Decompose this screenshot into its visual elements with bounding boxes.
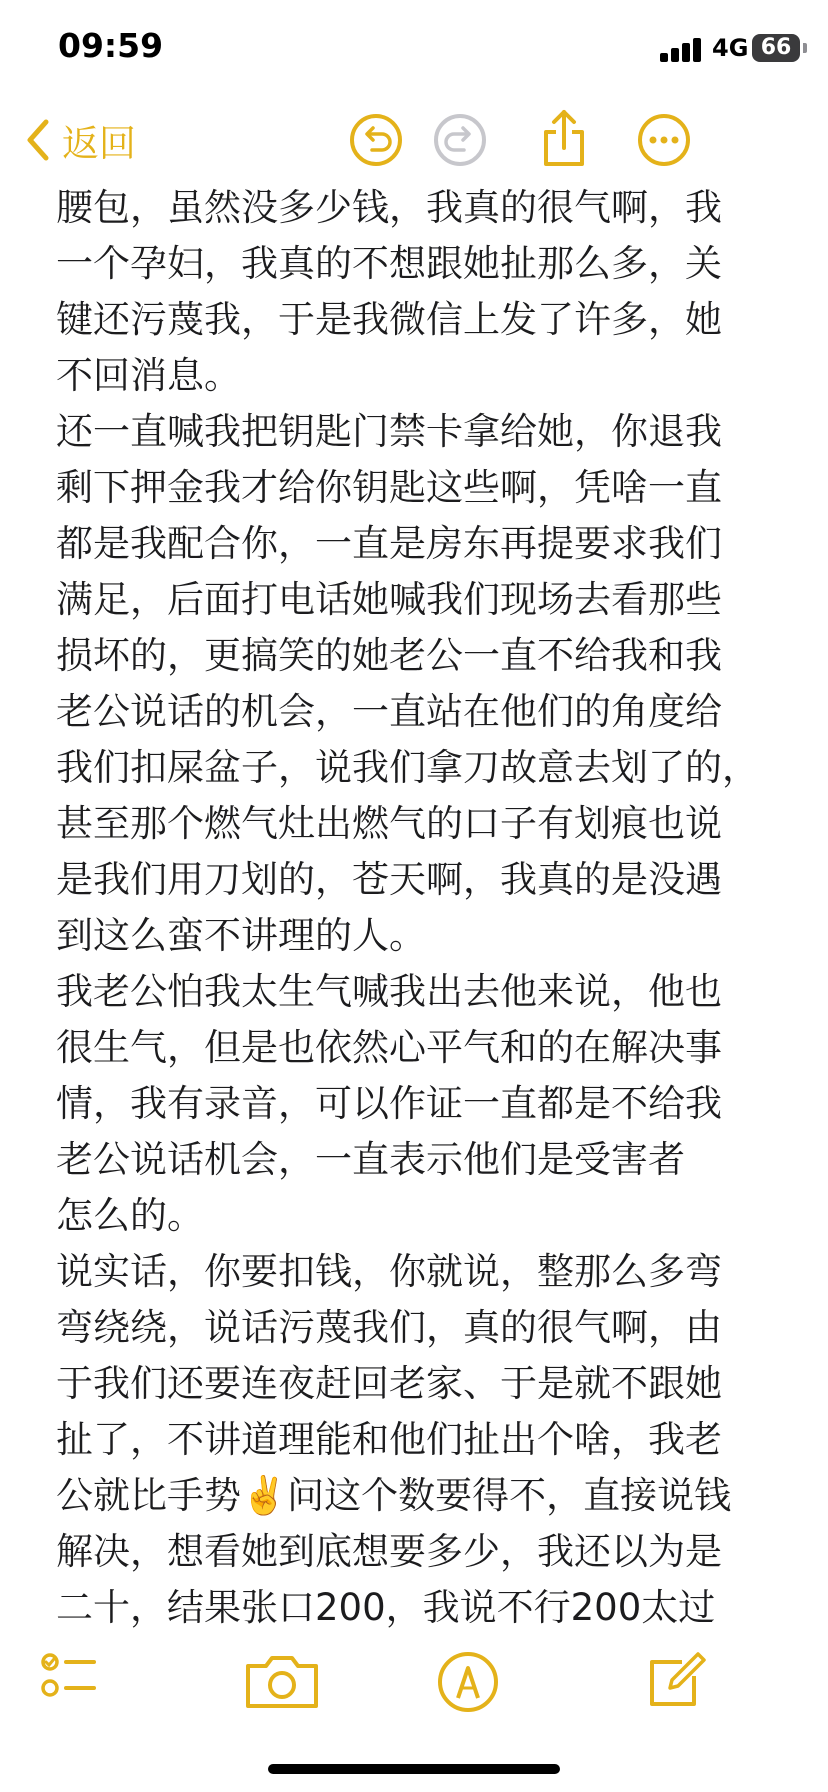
status-time: 09:59: [58, 26, 164, 65]
note-line: 我们扣屎盆子，说我们拿刀故意去划了的，: [56, 746, 759, 789]
note-line: 扯了，不讲道理能和他们扯出个啥，我老: [56, 1418, 722, 1461]
markup-button[interactable]: [436, 1650, 500, 1714]
note-line: 公就比手势✌️问这个数要得不，直接说钱: [56, 1474, 732, 1517]
more-icon: [636, 112, 692, 168]
cellular-signal-icon: [660, 38, 710, 62]
note-line: 情，我有录音，可以作证一直都是不给我: [56, 1082, 722, 1125]
note-line: 说实话，你要扣钱，你就说，整那么多弯: [56, 1250, 722, 1293]
redo-button[interactable]: [432, 112, 488, 168]
undo-icon: [348, 112, 404, 168]
nav-bar: [0, 100, 828, 180]
note-line: 怎么的。: [56, 1194, 204, 1237]
home-indicator[interactable]: [268, 1764, 560, 1774]
camera-button[interactable]: [240, 1650, 324, 1714]
battery-icon: [752, 34, 800, 62]
note-line: 剩下押金我才给你钥匙这些啊，凭啥一直: [56, 466, 722, 509]
checklist-button[interactable]: [40, 1650, 104, 1714]
share-icon: [536, 106, 592, 170]
note-line: 不回消息。: [56, 354, 241, 397]
back-label: 返回: [62, 122, 136, 165]
bottom-toolbar: [0, 1650, 828, 1740]
note-line: 解决，想看她到底想要多少，我还以为是: [56, 1530, 722, 1573]
battery-tip: [803, 43, 807, 53]
note-line: 键还污蔑我，于是我微信上发了许多，她: [56, 298, 722, 341]
compose-button[interactable]: [642, 1650, 706, 1714]
note-line: 还一直喊我把钥匙门禁卡拿给她，你退我: [56, 410, 722, 453]
note-line: 弯绕绕，说话污蔑我们，真的很气啊，由: [56, 1306, 722, 1349]
note-line: 二十，结果张口200，我说不行200太过: [56, 1586, 716, 1629]
markup-icon: [436, 1650, 500, 1714]
network-type: 4G: [712, 34, 749, 62]
note-line: 是我们用刀划的，苍天啊，我真的是没遇: [56, 858, 722, 901]
more-button[interactable]: [636, 112, 692, 168]
note-body[interactable]: [56, 180, 796, 1636]
note-line: 我老公怕我太生气喊我出去他来说，他也: [56, 970, 722, 1013]
battery-level: 66: [760, 35, 792, 60]
note-line: 腰包，虽然没多少钱，我真的很气啊，我: [56, 186, 722, 229]
note-line: 到这么蛮不讲理的人。: [56, 914, 426, 957]
chevron-left-icon: [24, 118, 52, 162]
note-line: 都是我配合你，一直是房东再提要求我们: [56, 522, 722, 565]
status-bar: [0, 0, 828, 100]
note-line: 于我们还要连夜赶回老家、于是就不跟她: [56, 1362, 722, 1405]
camera-icon: [240, 1650, 324, 1714]
note-line: 很生气，但是也依然心平气和的在解决事: [56, 1026, 722, 1069]
undo-button[interactable]: [348, 112, 404, 168]
share-button[interactable]: [536, 106, 592, 170]
compose-icon: [642, 1650, 706, 1714]
note-line: 损坏的，更搞笑的她老公一直不给我和我: [56, 634, 722, 677]
note-line: 满足，后面打电话她喊我们现场去看那些: [56, 578, 722, 621]
note-line: 一个孕妇，我真的不想跟她扯那么多，关: [56, 242, 722, 285]
note-line: 老公说话机会，一直表示他们是受害者: [56, 1138, 685, 1181]
redo-icon: [432, 112, 488, 168]
note-line: 甚至那个燃气灶出燃气的口子有划痕也说: [56, 802, 722, 845]
note-line: 老公说话的机会，一直站在他们的角度给: [56, 690, 722, 733]
back-button[interactable]: [24, 114, 136, 166]
checklist-icon: [40, 1650, 104, 1714]
